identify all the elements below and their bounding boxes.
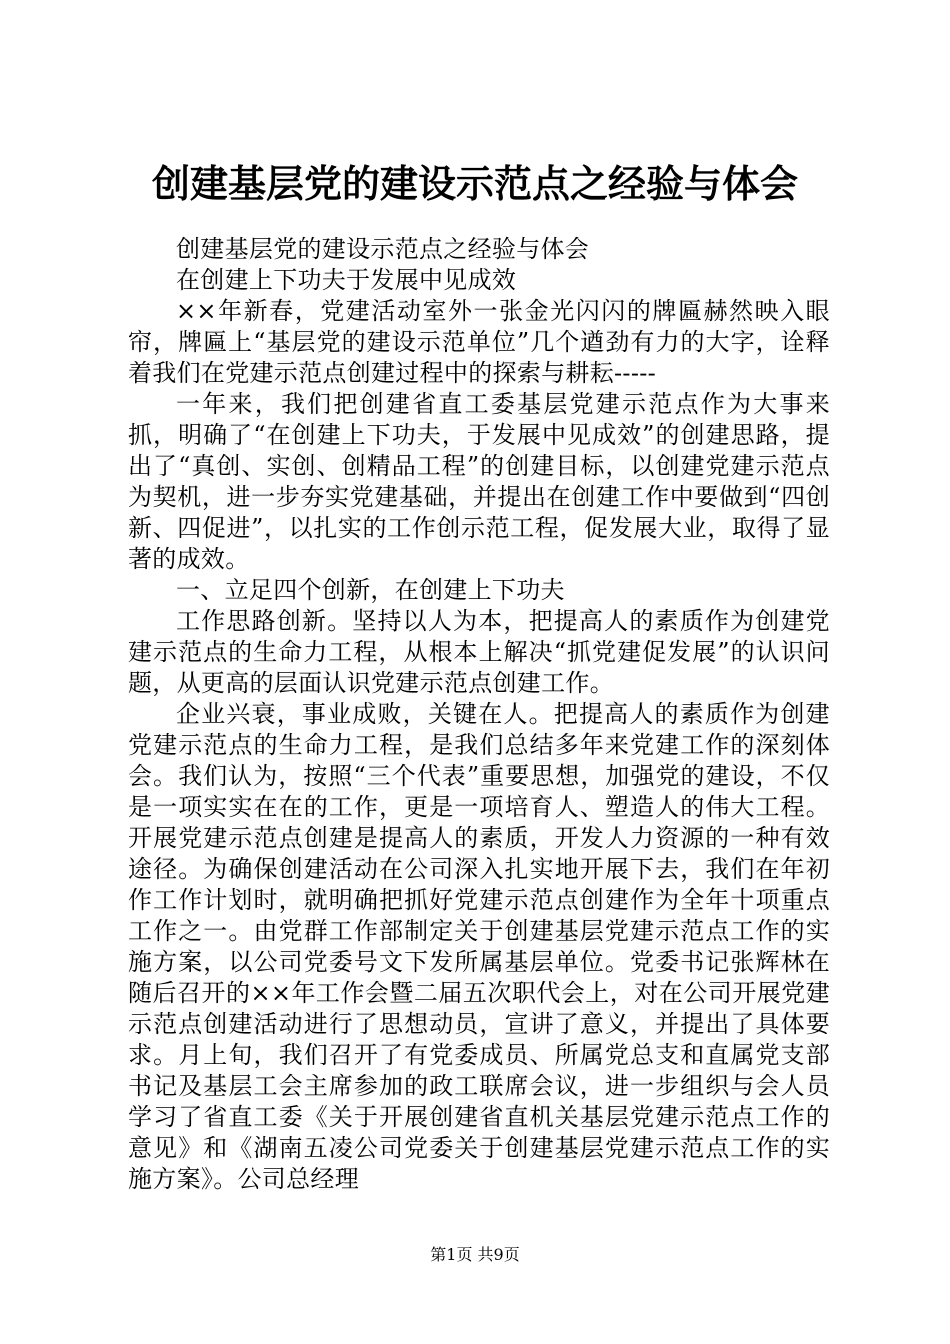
- page-title: 创建基层党的建设示范点之经验与体会: [151, 161, 798, 206]
- paragraph: 企业兴衰，事业成败，关键在人。把提高人的素质作为创建党建示范点的生命力工程，是我们总结多年来党建工作的深刻体会。我们认为，按照“三个代表”重要思想，加强党的建设，不仅是一项实实在在的工作，更是一项培育人、塑造人的伟大工程。开展党建示范点创建是提高人的素质，开发人力资源的一种有效途径。为确保创建活动在公司深入扎实地开展下去，我们在年初作工作计划时，就明确把抓好党建示范点创建作为全年十项重点工作之一。由党群工作部制定关于创建基层党建示范点工作的实施方案，以公司党委号文下发所属基层单位。党委书记张辉林在随后召开的××年工作会暨二届五次职代会上，对在公司开展党建示范点创建活动进行了思想动员，宣讲了意义，并提出了具体要求。月上旬，我们召开了有党委成员、所属党总支和直属党支部书记及基层工会主席参加的政工联席会议，进一步组织与会人员学习了省直工委《关于开展创建省直机关基层党建示范点工作的意见》和《湖南五凌公司党委关于创建基层党建示范点工作的实施方案》。公司总经理: [128, 700, 830, 1193]
- document-body: [128, 234, 830, 1195]
- page-footer: 第1页 共9页: [430, 1245, 520, 1264]
- paragraph: 创建基层党的建设示范点之经验与体会: [176, 235, 590, 263]
- paragraph: 在创建上下功夫于发展中见成效: [176, 266, 517, 294]
- paragraph: 工作思路创新。坚持以人为本，把提高人的素质作为创建党建示范点的生命力工程，从根本上解决“抓党建促发展”的认识问题，从更高的层面认识党建示范点创建工作。: [128, 607, 830, 697]
- paragraph: 一年来，我们把创建省直工委基层党建示范点作为大事来抓，明确了“在创建上下功夫，于发展中见成效”的创建思路，提出了“真创、实创、创精品工程”的创建目标，以创建党建示范点为契机，进一步夯实党建基础，并提出在创建工作中要做到“四创新、四促进”，以扎实的工作创示范工程，促发展大业，取得了显著的成效。: [128, 390, 830, 573]
- paragraph: ××年新春，党建活动室外一张金光闪闪的牌匾赫然映入眼帘，牌匾上“基层党的建设示范单位”几个遒劲有力的大字，诠释着我们在党建示范点创建过程中的探索与耕耘-----: [128, 297, 830, 387]
- section-heading: 一、立足四个创新，在创建上下功夫: [176, 576, 565, 604]
